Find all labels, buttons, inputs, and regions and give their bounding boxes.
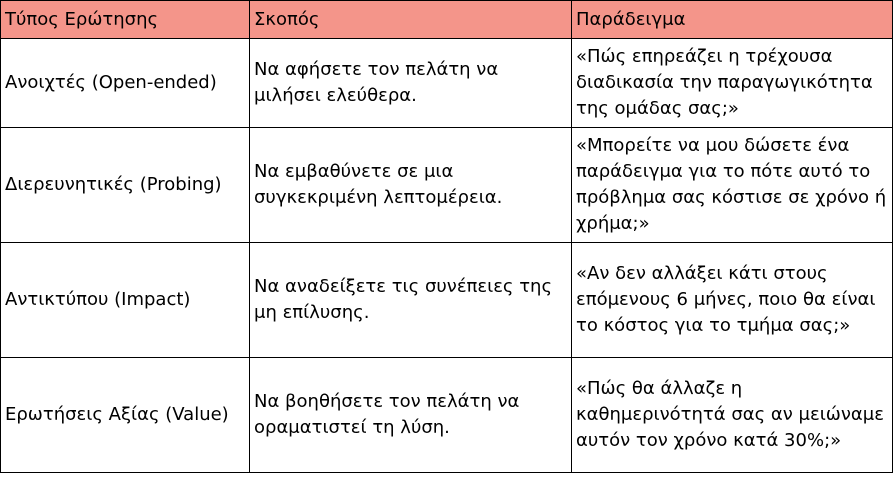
table-row xyxy=(1,358,893,473)
table-row xyxy=(1,128,893,243)
cell-example: «Μπορείτε να μου δώσετε ένα παράδειγμα για το πότε αυτό το πρόβλημα σας κόστισε σε χρόνο ή χρήμα;» xyxy=(572,128,893,243)
header-row xyxy=(1,1,893,39)
cell-type: Ανοιχτές (Open-ended) xyxy=(1,39,250,128)
header-type: Τύπος Ερώτησης xyxy=(1,1,250,39)
header-purpose: Σκοπός xyxy=(250,1,572,39)
table-body xyxy=(1,39,893,473)
cell-purpose: Να αφήσετε τον πελάτη να μιλήσει ελεύθερα. xyxy=(250,39,572,128)
cell-type: Διερευνητικές (Probing) xyxy=(1,128,250,243)
table-row xyxy=(1,243,893,358)
cell-purpose: Να εμβαθύνετε σε μια συγκεκριμένη λεπτομέρεια. xyxy=(250,128,572,243)
cell-example: «Αν δεν αλλάξει κάτι στους επόμενους 6 μήνες, ποιο θα είναι το κόστος για το τμήμα σας;» xyxy=(572,243,893,358)
cell-example: «Πώς επηρεάζει η τρέχουσα διαδικασία την παραγωγικότητα της ομάδας σας;» xyxy=(572,39,893,128)
cell-type: Αντικτύπου (Impact) xyxy=(1,243,250,358)
cell-example: «Πώς θα άλλαζε η καθημερινότητά σας αν μειώναμε αυτόν τον χρόνο κατά 30%;» xyxy=(572,358,893,473)
cell-purpose: Να βοηθήσετε τον πελάτη να οραματιστεί τη λύση. xyxy=(250,358,572,473)
table-row xyxy=(1,39,893,128)
header-example: Παράδειγμα xyxy=(572,1,893,39)
cell-type: Ερωτήσεις Αξίας (Value) xyxy=(1,358,250,473)
table-header xyxy=(1,1,893,39)
cell-purpose: Να αναδείξετε τις συνέπειες της μη επίλυσης. xyxy=(250,243,572,358)
